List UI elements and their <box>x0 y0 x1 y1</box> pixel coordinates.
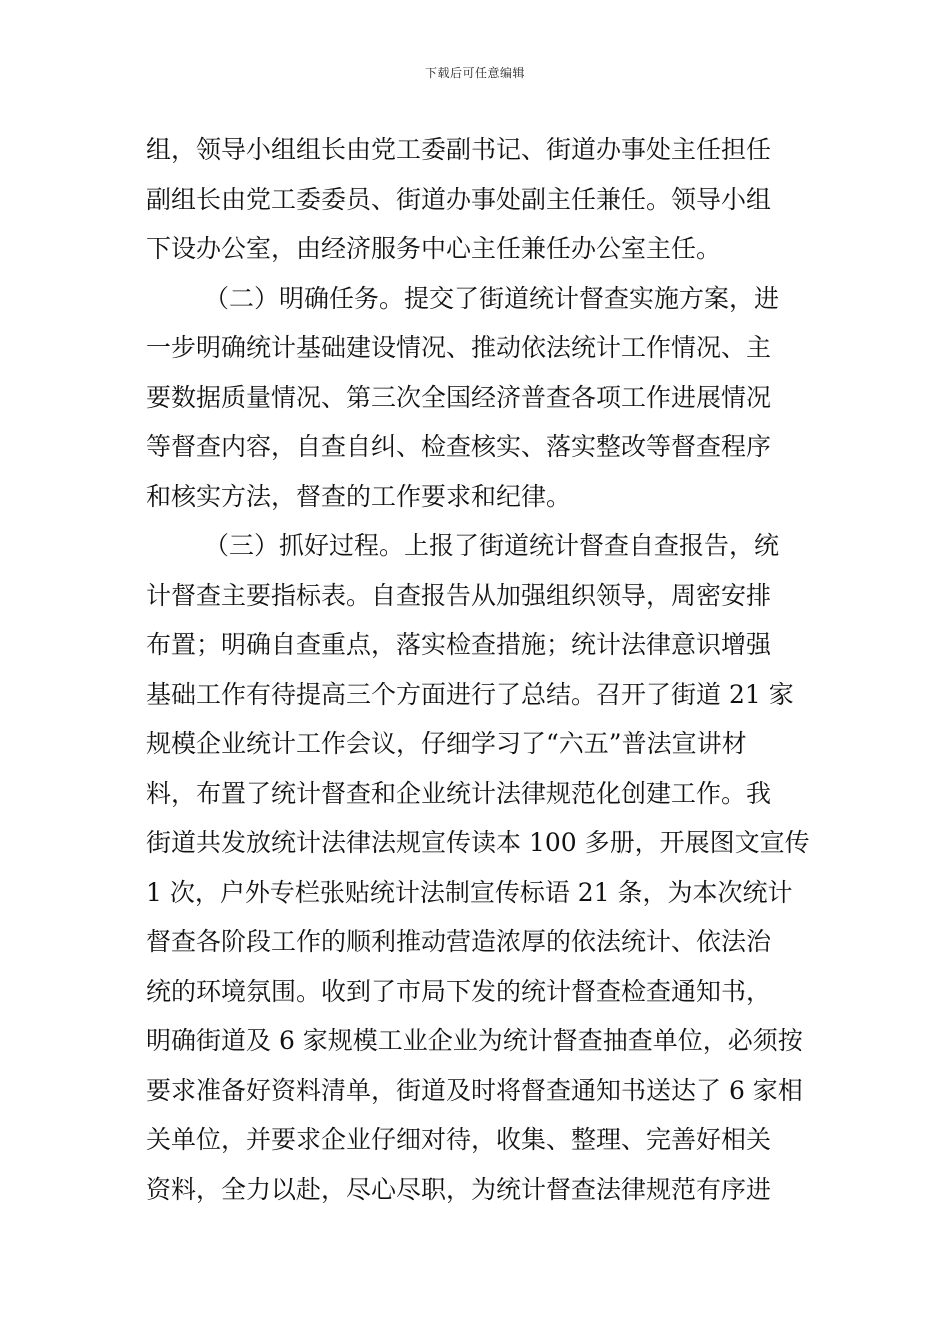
paragraph-start-line: （三）抓好过程。上报了街道统计督查自查报告，统 <box>204 531 780 560</box>
document-body <box>146 125 810 1214</box>
text-line: 料，布置了统计督查和企业统计法律规范化创建工作。我 <box>146 778 772 808</box>
text-line: 下设办公室，由经济服务中心主任兼任办公室主任。 <box>146 234 722 263</box>
paragraph-start-line: （二）明确任务。提交了街道统计督查实施方案，进 <box>204 283 780 313</box>
text-line: 街道共发放统计法律法规宣传读本 100 多册，开展图文宣传 <box>146 828 810 857</box>
text-line: 组，领导小组组长由党工委副书记、街道办事处主任担任 <box>146 135 772 164</box>
text-line: 一步明确统计基础建设情况、推动依法统计工作情况、主 <box>146 333 772 362</box>
text-line: 计督查主要指标表。自查报告从加强组织领导，周密安排 <box>146 580 772 610</box>
text-line: 资料，全力以赴，尽心尽职，为统计督查法律规范有序进 <box>146 1174 772 1204</box>
text-line: 1 次，户外专栏张贴统计法制宣传标语 21 条，为本次统计 <box>146 877 793 907</box>
text-line: 关单位，并要求企业仔细对待，收集、整理、完善好相关 <box>146 1125 772 1154</box>
text-line: 明确街道及 6 家规模工业企业为统计督查抽查单位，必须按 <box>146 1026 803 1055</box>
text-line: 副组长由党工委委员、街道办事处副主任兼任。领导小组 <box>146 184 772 214</box>
text-line: 等督查内容，自查自纠、检查核实、落实整改等督查程序 <box>146 432 772 461</box>
text-line: 要数据质量情况、第三次全国经济普查各项工作进展情况 <box>146 382 772 412</box>
text-line: 督查各阶段工作的顺利推动营造浓厚的依法统计、依法治 <box>146 927 772 956</box>
text-line: 要求准备好资料清单，街道及时将督查通知书送达了 6 家相 <box>146 1075 803 1105</box>
page-header: 下载后可任意编辑 <box>424 66 525 80</box>
text-line: 和核实方法，督查的工作要求和纪律。 <box>146 481 572 511</box>
text-line: 规模企业统计工作会议，仔细学习了“六五”普法宣讲材 <box>146 729 747 758</box>
text-line: 基础工作有待提高三个方面进行了总结。召开了街道 21 家 <box>146 679 794 709</box>
text-line: 布置；明确自查重点，落实检查措施；统计法律意识增强 <box>146 630 772 659</box>
text-line: 统的环境氛围。收到了市局下发的统计督查检查通知书， <box>146 976 772 1006</box>
